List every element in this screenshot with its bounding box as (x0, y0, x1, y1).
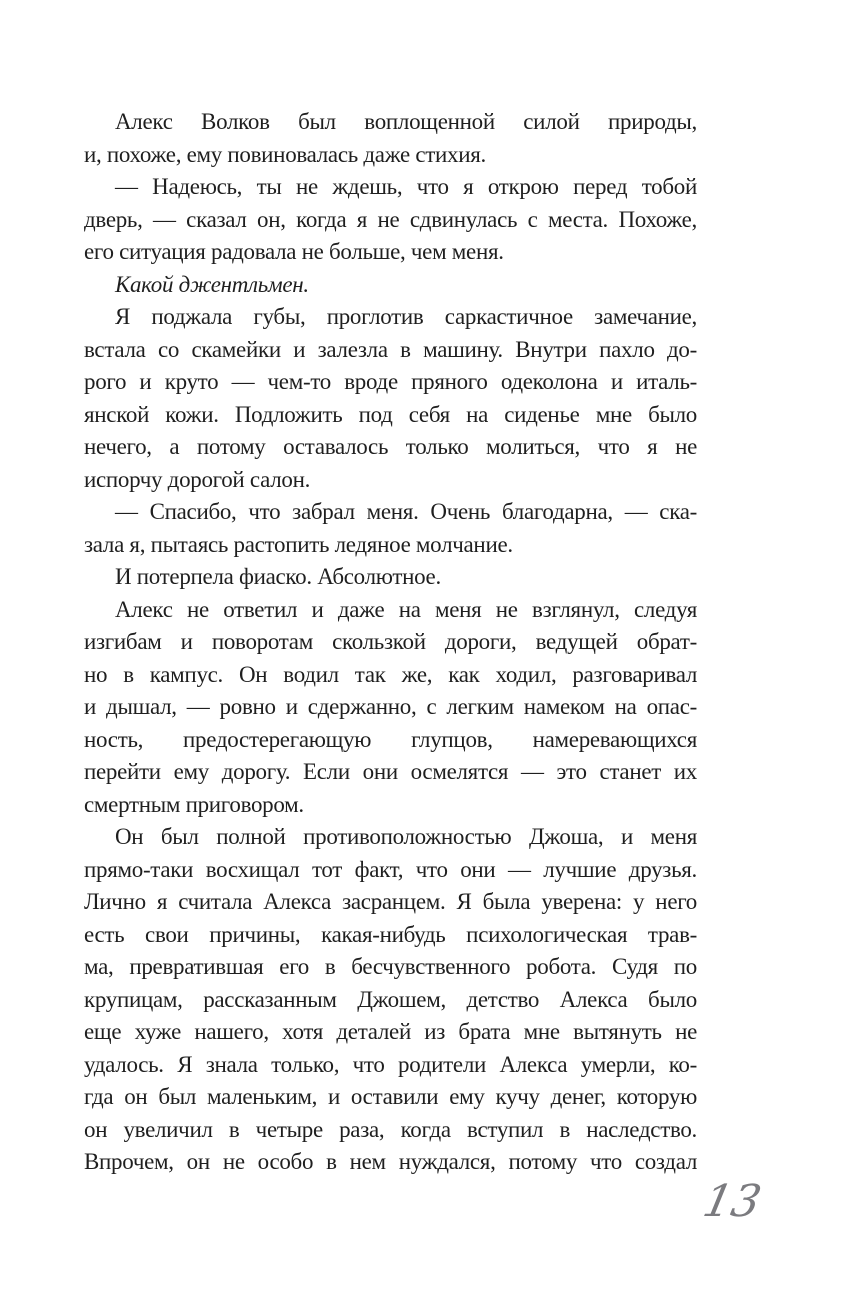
text-line: есть свои причины, какая-нибудь психологическая трав- (84, 921, 697, 947)
text-line: Он был полной противоположностью Джоша, и меня (115, 824, 697, 849)
text-line: зала я, пытаясь растопить ледяное молчание. (84, 531, 513, 557)
text-line: Впрочем, он не особо в нем нуждался, потому что создал (84, 1149, 697, 1174)
text-line: удалось. Я знала только, что родители Алекса умерли, ко- (84, 1051, 697, 1077)
text-line-italic: Какой джентльмен. (115, 271, 309, 297)
text-line: нечего, а потому оставалось только молиться, что я не (84, 434, 697, 459)
text-line: — Надеюсь, ты не ждешь, что я открою перед тобой (115, 174, 697, 199)
text-line: встала со скамейки и залезла в машину. Внутри пахло до- (84, 336, 697, 362)
text-line: и, похоже, ему повиновалась даже стихия. (84, 141, 486, 167)
paragraph-inner-thought (84, 269, 697, 302)
text-line: смертным приговором. (84, 791, 304, 817)
text-line: янской кожи. Подложить под себя на сиденье мне было (84, 401, 697, 427)
text-line: изгибам и поворотам скользкой дороги, ведущей обрат- (84, 629, 697, 654)
text-line: И потерпела фиаско. Абсолютное. (115, 564, 441, 589)
text-line: еще хуже нашего, хотя деталей из брата мне вытянуть не (84, 1019, 697, 1044)
text-line: — Спасибо, что забрал меня. Очень благодарна, — ска- (115, 499, 697, 524)
paragraph (84, 301, 697, 496)
page-number: 13 (698, 1176, 766, 1227)
text-line: его ситуация радовала не больше, чем меня. (84, 239, 504, 264)
paragraph (84, 561, 697, 594)
text-line: Я поджала губы, проглотив саркастичное замечание, (115, 304, 697, 329)
text-line: перейти ему дорогу. Если они осмелятся — это станет их (84, 759, 697, 784)
text-line: Алекс не ответил и даже на меня не взглянул, следуя (115, 596, 697, 622)
paragraph (84, 106, 697, 171)
text-line: испорчу дорогой салон. (84, 466, 311, 492)
paragraph (84, 821, 697, 1179)
text-line: прямо-таки восхищал тот факт, что они — лучшие друзья. (84, 856, 697, 882)
page-text-block (84, 106, 697, 1179)
paragraph-dialogue (84, 496, 697, 561)
text-line: Алекс Волков был воплощенной силой природы, (115, 109, 697, 134)
text-line: рого и круто — чем-то вроде пряного одеколона и италь- (84, 369, 697, 394)
text-line: дверь, — сказал он, когда я не сдвинулась с места. Похоже, (84, 206, 697, 232)
text-line: и дышал, — ровно и сдержанно, с легким намеком на опас- (84, 694, 697, 719)
text-line: гда он был маленьким, и оставили ему кучу денег, которую (84, 1084, 697, 1109)
text-line: ма, превратившая его в бесчувственного робота. Судя по (84, 954, 697, 979)
text-line: ность, предостерегающую глупцов, намеревающихся (84, 726, 697, 752)
text-line: крупицам, рассказанным Джошем, детство Алекса было (84, 986, 697, 1012)
text-line: Лично я считала Алекса засранцем. Я была уверена: у него (84, 889, 697, 914)
text-line: но в кампус. Он водил так же, как ходил, разговаривал (84, 661, 697, 687)
paragraph (84, 594, 697, 822)
text-line: он увеличил в четыре раза, когда вступил в наследство. (84, 1116, 697, 1142)
paragraph-dialogue (84, 171, 697, 269)
